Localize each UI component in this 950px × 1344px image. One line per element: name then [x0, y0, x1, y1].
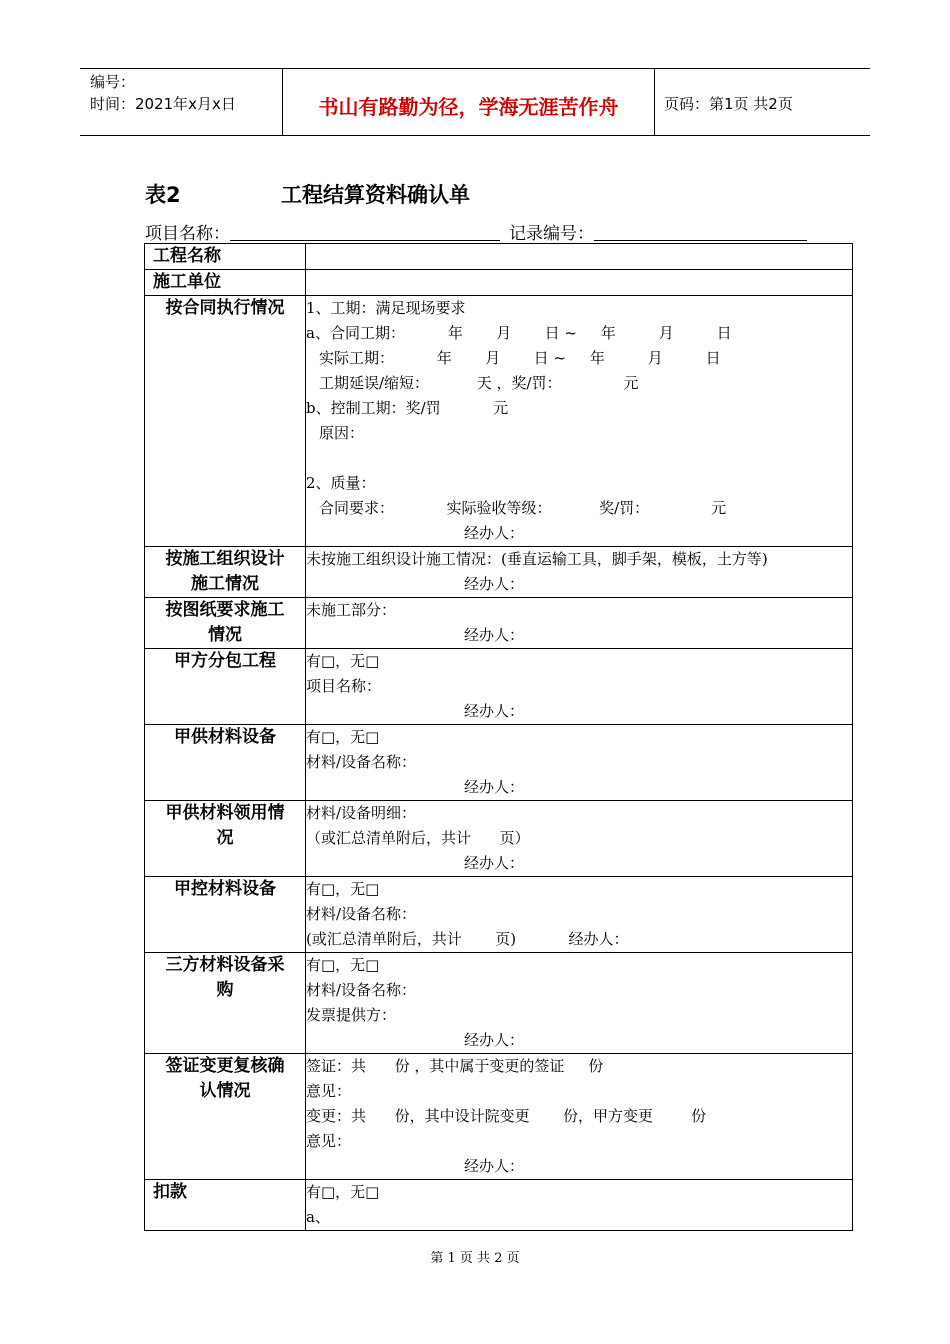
visa-change-value	[306, 1054, 853, 1180]
table-row	[145, 877, 853, 953]
yes-no-checkbox-option[interactable]: 有□，无□	[306, 728, 380, 746]
owner-supplied-label: 甲供材料设备	[145, 725, 306, 801]
project-name-cell-value	[306, 244, 853, 270]
owner-supplied-usage-text: 材料/设备明细：	[306, 804, 417, 822]
visa-change-label	[145, 1054, 306, 1180]
tripartite-label-line: 三方材料设备采	[165, 955, 285, 975]
change-count-line: 变更：共 份，其中设计院变更 份，甲方变更 份	[306, 1107, 707, 1125]
header-number-label: 编号：	[90, 73, 136, 91]
owner-controlled-note: (或汇总清单附后，共计 页) 经办人：	[306, 930, 629, 948]
document-title: 工程结算资料确认单	[281, 183, 470, 207]
owner-supplied-usage-note: （或汇总清单附后，共计 页）	[306, 829, 530, 847]
handler-label: 经办人：	[464, 1157, 525, 1175]
deduction-value	[306, 1180, 853, 1231]
visa-count-line: 签证：共 份 ，其中属于变更的签证 份	[306, 1057, 604, 1075]
table-row	[145, 1180, 853, 1231]
project-name-label: 项目名称：	[145, 224, 230, 244]
contract-execution-value	[306, 296, 853, 547]
visa-change-label-line: 签证变更复核确	[165, 1056, 285, 1076]
visa-change-label-line: 认情况	[199, 1081, 251, 1101]
org-design-label-line: 施工情况	[191, 574, 259, 594]
handler-label: 经办人：	[464, 626, 525, 644]
org-design-label	[145, 547, 306, 598]
tripartite-label	[145, 953, 306, 1054]
record-no-label: 记录编号：	[509, 224, 594, 244]
owner-supplied-value	[306, 725, 853, 801]
header-time-label: 时间：2021年x月x日	[90, 95, 236, 113]
yes-no-checkbox-option[interactable]: 有□，无□	[306, 652, 380, 670]
yes-no-checkbox-option[interactable]: 有□，无□	[306, 880, 380, 898]
page-footer: 第 1 页 共 2 页	[430, 1251, 520, 1266]
yes-no-checkbox-option[interactable]: 有□，无□	[306, 1183, 380, 1201]
project-name-underline	[230, 240, 500, 241]
tripartite-label-line: 购	[216, 980, 234, 1000]
contract-execution-label: 按合同执行情况	[145, 296, 306, 547]
owner-subcontract-value	[306, 649, 853, 725]
header-motto: 书山有路勤为径，学海无涯苦作舟	[318, 95, 619, 119]
contract-line: 合同要求： 实际验收等级： 奖/罚： 元	[319, 499, 727, 517]
table-row	[145, 649, 853, 725]
table-row	[145, 953, 853, 1054]
handler-label: 经办人：	[464, 1031, 525, 1049]
contract-line: 原因：	[319, 424, 365, 442]
contract-line: 2、质量：	[306, 474, 376, 492]
owner-subcontract-item: 项目名称：	[306, 677, 382, 695]
construction-unit-cell-value	[306, 270, 853, 296]
drawing-req-label-line: 情况	[208, 625, 242, 645]
header-page-info: 页码：第1页 共2页	[664, 95, 793, 113]
contract-line: 实际工期： 年 月 日 ~ 年 月 日	[319, 349, 721, 367]
drawing-req-text: 未施工部分：	[306, 601, 397, 619]
header-bottom-rule	[80, 135, 870, 136]
deduction-label: 扣款	[145, 1180, 306, 1231]
contract-line: b、控制工期：奖/罚 元	[306, 399, 509, 417]
org-design-value	[306, 547, 853, 598]
owner-supplied-usage-label-line: 甲供材料领用情	[165, 803, 285, 823]
project-name-cell-label: 工程名称	[145, 244, 306, 270]
table-row	[145, 296, 853, 547]
table-row	[145, 270, 853, 296]
table-row	[145, 1054, 853, 1180]
drawing-req-label	[145, 598, 306, 649]
drawing-req-label-line: 按图纸要求施工	[165, 600, 285, 620]
owner-supplied-usage-label-line: 况	[216, 828, 234, 848]
table-row	[145, 547, 853, 598]
drawing-req-value	[306, 598, 853, 649]
handler-label: 经办人：	[464, 702, 525, 720]
settlement-form-table	[144, 243, 853, 1231]
owner-supplied-item: 材料/设备名称：	[306, 753, 417, 771]
tripartite-value	[306, 953, 853, 1054]
org-design-label-line: 按施工组织设计	[165, 549, 285, 569]
opinion-label: 意见：	[306, 1132, 352, 1150]
record-no-underline	[594, 240, 807, 241]
owner-controlled-item: 材料/设备名称：	[306, 905, 417, 923]
handler-label: 经办人：	[464, 575, 525, 593]
owner-subcontract-label: 甲方分包工程	[145, 649, 306, 725]
org-design-text: 未按施工组织设计施工情况：(垂直运输工具，脚手架，模板，土方等)	[306, 550, 768, 568]
header-left-block	[90, 71, 236, 115]
table-row	[145, 801, 853, 877]
header-divider-right	[654, 68, 655, 136]
tripartite-item: 材料/设备名称：	[306, 981, 417, 999]
contract-line: 1、工期：满足现场要求	[306, 299, 466, 317]
owner-supplied-usage-value	[306, 801, 853, 877]
owner-supplied-usage-label	[145, 801, 306, 877]
table-row	[145, 244, 853, 270]
contract-line: a、合同工期： 年 月 日 ~ 年 月 日	[306, 324, 732, 342]
owner-controlled-value	[306, 877, 853, 953]
contract-line: 工期延误/缩短： 天 ，奖/罚： 元	[319, 374, 639, 392]
table-row	[145, 598, 853, 649]
deduction-item-a: a、	[306, 1208, 330, 1226]
owner-controlled-label: 甲控材料设备	[145, 877, 306, 953]
yes-no-checkbox-option[interactable]: 有□，无□	[306, 956, 380, 974]
construction-unit-cell-label: 施工单位	[145, 270, 306, 296]
handler-label: 经办人：	[464, 778, 525, 796]
tripartite-invoice: 发票提供方：	[306, 1006, 397, 1024]
header-top-rule	[80, 68, 870, 69]
opinion-label: 意见：	[306, 1082, 352, 1100]
handler-label: 经办人：	[464, 524, 525, 542]
handler-label: 经办人：	[464, 854, 525, 872]
contract-line	[306, 446, 852, 471]
table-row	[145, 725, 853, 801]
table-number: 表2	[145, 183, 181, 207]
